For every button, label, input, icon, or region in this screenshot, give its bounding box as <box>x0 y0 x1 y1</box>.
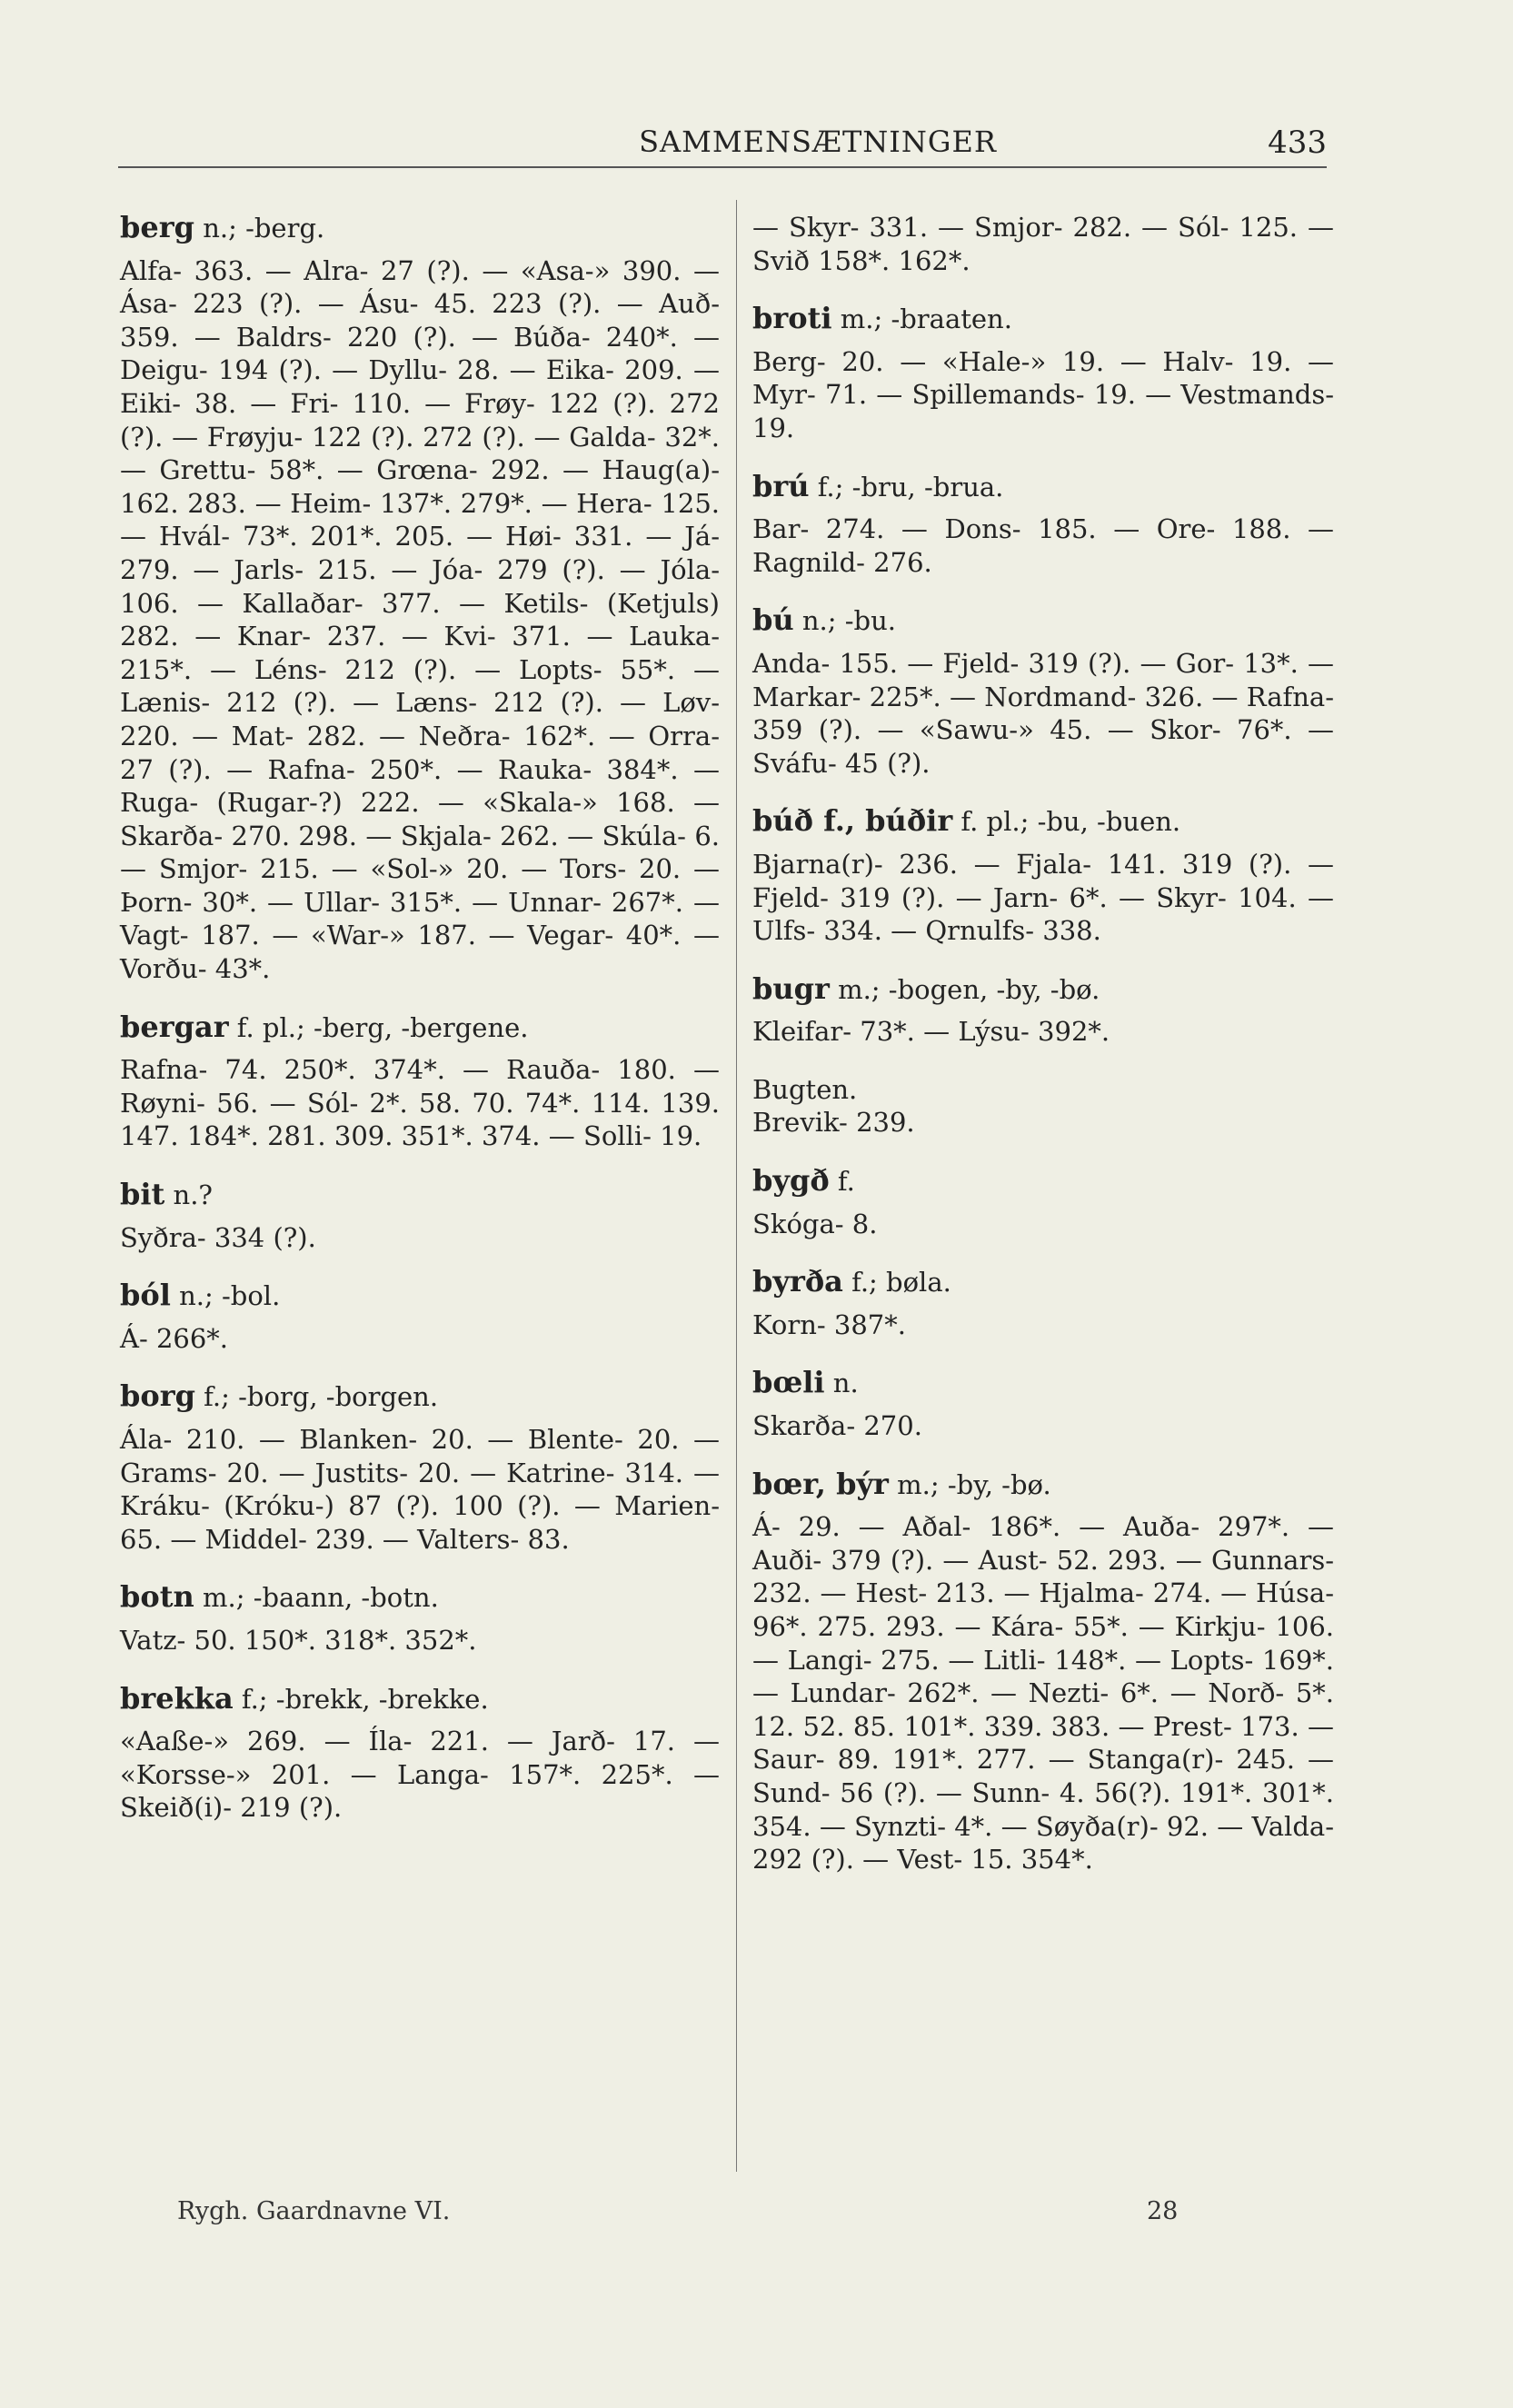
grammar-note: m.; -by, -bø. <box>897 1468 1051 1500</box>
entry <box>752 972 1334 1049</box>
grammar-note: n.; -berg. <box>203 213 325 244</box>
grammar-note: f. pl.; -berg, -bergene. <box>236 1011 529 1043</box>
running-head: SAMMENSÆTNINGER <box>639 124 997 159</box>
grammar-note: f.; -borg, -borgen. <box>204 1381 439 1413</box>
headword: byrða <box>752 1264 843 1299</box>
entry <box>120 211 720 986</box>
page-number: 433 <box>1268 124 1327 161</box>
headword: berg <box>120 210 194 244</box>
grammar-note: n. <box>832 1368 859 1399</box>
entry-body: Skóga- 8. <box>752 1208 878 1239</box>
entry <box>120 1580 720 1657</box>
entry-continuation <box>752 211 1334 277</box>
entry-body: Bar- 274. — Dons- 185. — Ore- 188. — Ragnild- 276. <box>752 513 1334 578</box>
entry-body: Syðra- 334 (?). <box>120 1221 316 1253</box>
entry-body: Alfa- 363. — Alra- 27 (?). — «Asa-» 390. — Ása- 223 (?). — Ásu- 45. 223 (?). — Auð- 359. — Baldrs- 220 (?). — Búða- 240*. — Deigu- 194 (?). — Dyllu- 28. — Eika- 209. — Eiki- 38. — Fri- 110. — Frøy- 122 (?). 272 (?). — Frøyju- 122 (?). 272 (?). — Galda- 32*. — Grettu- 58*. — Grœna- 292. — Haug(a)- 162. 283. — Heim- 137*. 279*. — Hera- 125. — Hvál- 73*. 201*. 205. — Høi- 331. — Já- 279. — Jarls- 215. — Jóa- 279 (?). — Jóla- 106. — Kallaðar- 377. — Ketils- (Ketjuls) 282. — Knar- 237. — Kvi- 371. — Lauka- 215*. — Léns- 212 (?). — Lopts- 55*. — Lænis- 212 (?). — Læns- 212 (?). — Løv- 220. — Mat- 282. — Neðra- 162*. — Orra- 27 (?). — Rafna- 250*. — Rauka- 384*. — Ruga- (Rugar-?) 222. — «Skala-» 168. — Skarða- 270. 298. — Skjala- 262. — Skúla- 6. — Smjor- 215. — «Sol-» 20. — Tors- 20. — Þorn- 30*. — Ullar- 315*. — Unnar- 267*. — Vagt- 187. — «War-» 187. — Vegar- 40*. — Vorðu- 43*. <box>120 254 720 985</box>
headword: bugr <box>752 970 830 1006</box>
entry <box>752 1468 1334 1876</box>
headword: brú <box>752 468 810 503</box>
headword: broti <box>752 301 832 336</box>
entry-body: Anda- 155. — Fjeld- 319 (?). — Gor- 13*. — Markar- 225*. — Nordmand- 326. — Rafna- 359 (?). — «Sawu-» 45. — Skor- 76*. — Sváfu- 45 (?). <box>752 647 1334 779</box>
entry-body: Kleifar- 73*. — Lýsu- 392*. <box>752 1016 1110 1048</box>
right-column <box>752 211 1334 1901</box>
entry-untitled <box>752 1073 1334 1139</box>
entry <box>120 1010 720 1153</box>
entry-body: Vatz- 50. 150*. 318*. 352*. <box>120 1624 477 1656</box>
entry-body: «Aaße-» 269. — Íla- 221. — Jarð- 17. — «Korsse-» 201. — Langa- 157*. 225*. — Skeið(i)- 219 (?). <box>120 1726 720 1824</box>
footer-source: Rygh. Gaardnavne VI. <box>177 2197 451 2225</box>
entry-body: Bjarna(r)- 236. — Fjala- 141. 319 (?). — Fjeld- 319 (?). — Jarn- 6*. — Skyr- 104. — Ulfs- 334. — Qrnulfs- 338. <box>752 848 1334 947</box>
grammar-note: n.; -bol. <box>179 1280 281 1312</box>
entry-body: Bugten. Brevik- 239. <box>752 1073 915 1139</box>
headword: bœli <box>752 1365 825 1400</box>
entry-body: Skarða- 270. <box>752 1410 922 1442</box>
entry-body: Korn- 387*. <box>752 1308 906 1340</box>
headword: bit <box>120 1177 165 1212</box>
page-header <box>118 121 1327 168</box>
headword: bú <box>752 602 794 638</box>
entry <box>752 470 1334 580</box>
headword: ból <box>120 1278 171 1313</box>
column-divider <box>736 200 737 2172</box>
entry <box>752 1366 1334 1442</box>
entry <box>752 1164 1334 1240</box>
entry <box>752 603 1334 780</box>
grammar-note: f. <box>837 1166 855 1198</box>
headword: brekka <box>120 1680 234 1716</box>
entry <box>120 1279 720 1355</box>
grammar-note: f.; -brekk, -brekke. <box>241 1683 489 1715</box>
entry <box>120 1379 720 1556</box>
entry <box>120 1682 720 1825</box>
entry <box>752 302 1334 444</box>
entry-body: Rafna- 74. 250*. 374*. — Rauða- 180. — Røyni- 56. — Sól- 2*. 58. 70. 74*. 114. 139. 147. 184*. 281. 309. 351*. 374. — Solli- 19. <box>120 1054 720 1152</box>
entry-body: — Skyr- 331. — Smjor- 282. — Sól- 125. — Svið 158*. 162*. <box>752 212 1334 276</box>
entry <box>120 1178 720 1254</box>
headword: botn <box>120 1579 194 1615</box>
grammar-note: m.; -baann, -botn. <box>202 1582 439 1614</box>
entry-body: Á- 266*. <box>120 1322 229 1354</box>
footer-signature: 28 <box>1147 2197 1179 2225</box>
headword: búð f., búðir <box>752 803 953 839</box>
entry <box>752 1265 1334 1341</box>
left-column <box>120 211 720 1849</box>
headword: bygð <box>752 1163 830 1199</box>
headword: borg <box>120 1378 195 1414</box>
grammar-note: f.; bøla. <box>851 1267 951 1299</box>
grammar-note: n.; -bu. <box>801 605 897 637</box>
headword: bergar <box>120 1009 229 1044</box>
entry <box>752 804 1334 947</box>
grammar-note: m.; -braaten. <box>840 303 1012 335</box>
entry-body: Ála- 210. — Blanken- 20. — Blente- 20. — Grams- 20. — Justits- 20. — Katrine- 314. — Kráku- (Króku-) 87 (?). 100 (?). — Marien- 65. — Middel- 239. — Valters- 83. <box>120 1424 720 1555</box>
grammar-note: f.; -bru, -brua. <box>817 471 1004 502</box>
entry-body: Berg- 20. — «Hale-» 19. — Halv- 19. — Myr- 71. — Spillemands- 19. — Vestmands- 19. <box>752 345 1334 443</box>
grammar-note: f. pl.; -bu, -buen. <box>961 806 1181 838</box>
headword: bœr, býr <box>752 1466 889 1501</box>
grammar-note: n.? <box>173 1179 213 1211</box>
grammar-note: m.; -bogen, -by, -bø. <box>838 973 1100 1005</box>
entry-body: Á- 29. — Aðal- 186*. — Auða- 297*. — Auði- 379 (?). — Aust- 52. 293. — Gunnars- 232. — Hest- 213. — Hjalma- 274. — Húsa- 96*. 275. 293. — Kára- 55*. — Kirkju- 106. — Langi- 275. — Litli- 148*. — Lopts- 169*. — Lundar- 262*. — Nezti- 6*. — Norð- 5*. 12. 52. 85. 101*. 339. 383. — Prest- 173. — Saur- 89. 191*. 277. — Stanga(r)- 245. — Sund- 56 (?). — Sunn- 4. 56(?). 191*. 301*. 354. — Synzti- 4*. — Søyða(r)- 92. — Valda- 292 (?). — Vest- 15. 354*. <box>752 1511 1334 1876</box>
